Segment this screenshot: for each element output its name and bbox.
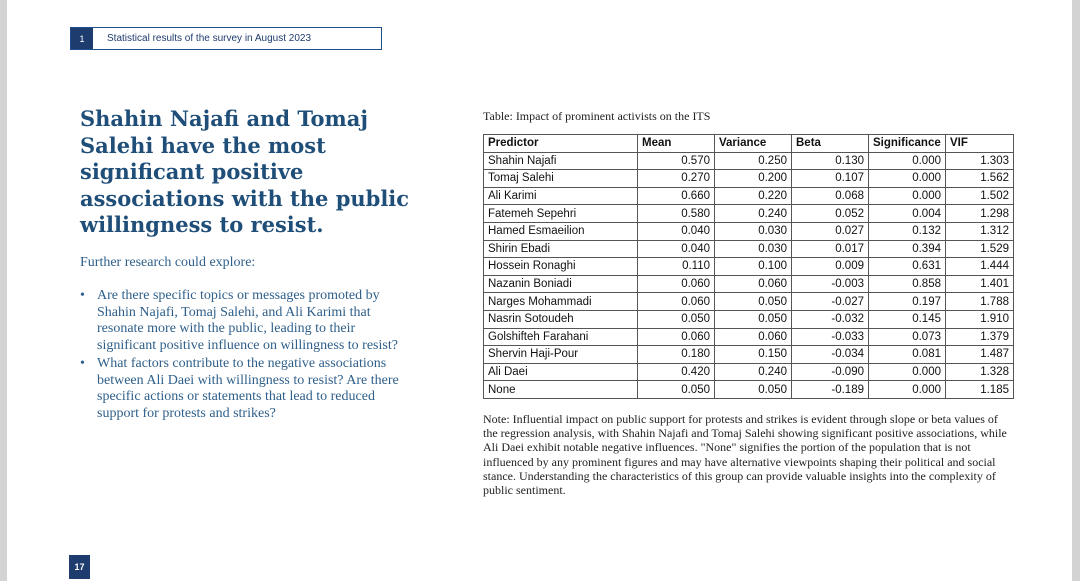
value-cell: 0.060: [715, 275, 792, 293]
value-cell: 1.910: [946, 310, 1014, 328]
predictor-cell: Shahin Najafi: [484, 152, 638, 170]
value-cell: 0.240: [715, 205, 792, 223]
table-row: [484, 222, 1014, 240]
value-cell: 0.130: [792, 152, 869, 170]
value-cell: 1.185: [946, 381, 1014, 399]
value-cell: 1.328: [946, 363, 1014, 381]
table-row: [484, 170, 1014, 188]
column-header: Variance: [715, 135, 792, 153]
list-item: • What factors contribute to the negative associations between Ali Daei with willingness to resist? Are there specific actions or statements that lead to reduced support for protests and strikes?: [80, 356, 405, 422]
value-cell: 0.068: [792, 187, 869, 205]
table-row: [484, 205, 1014, 223]
value-cell: 0.200: [715, 170, 792, 188]
value-cell: 0.145: [869, 310, 946, 328]
value-cell: 0.250: [715, 152, 792, 170]
table-note: Note: Influential impact on public support for protests and strikes is evident through slope or beta values of the regression analysis, with Shahin Najafi and Tomaj Salehi showing significant positive associations, while Ali Daei exhibit notable negative influences. "None" signifies the portion of the population that is not influenced by any prominent figures and may have alternative viewpoints shaping their political and social stance. Understanding the characteristics of this group can provide valuable insights into the complexity of public sentiment.: [483, 412, 1007, 498]
value-cell: 1.312: [946, 222, 1014, 240]
value-cell: 0.858: [869, 275, 946, 293]
value-cell: 1.487: [946, 346, 1014, 364]
column-header: Beta: [792, 135, 869, 153]
value-cell: 1.298: [946, 205, 1014, 223]
value-cell: 0.009: [792, 258, 869, 276]
predictor-cell: Tomaj Salehi: [484, 170, 638, 188]
predictor-cell: Narges Mohammadi: [484, 293, 638, 311]
predictor-cell: Nasrin Sotoudeh: [484, 310, 638, 328]
page-headline: Shahin Najafi and Tomaj Salehi have the most significant positive associations with the public willingness to resist.: [80, 106, 410, 237]
column-header: Predictor: [484, 135, 638, 153]
value-cell: 1.444: [946, 258, 1014, 276]
value-cell: 0.660: [638, 187, 715, 205]
table-row: [484, 187, 1014, 205]
predictor-cell: Ali Daei: [484, 363, 638, 381]
value-cell: 0.132: [869, 222, 946, 240]
value-cell: 0.107: [792, 170, 869, 188]
table-row: [484, 275, 1014, 293]
value-cell: 0.060: [638, 275, 715, 293]
column-header: Mean: [638, 135, 715, 153]
intro-text: Further research could explore:: [80, 255, 256, 270]
value-cell: 0.240: [715, 363, 792, 381]
table-body: [484, 152, 1014, 398]
predictor-cell: Hossein Ronaghi: [484, 258, 638, 276]
value-cell: 0.270: [638, 170, 715, 188]
value-cell: 0.394: [869, 240, 946, 258]
predictor-cell: Shirin Ebadi: [484, 240, 638, 258]
value-cell: 0.030: [715, 222, 792, 240]
value-cell: 0.050: [715, 310, 792, 328]
table-row: [484, 346, 1014, 364]
predictor-cell: Shervin Haji-Pour: [484, 346, 638, 364]
table-row: [484, 381, 1014, 399]
value-cell: 0.030: [715, 240, 792, 258]
value-cell: -0.033: [792, 328, 869, 346]
value-cell: 0.027: [792, 222, 869, 240]
research-questions-list: [80, 288, 405, 424]
value-cell: 0.040: [638, 222, 715, 240]
value-cell: -0.032: [792, 310, 869, 328]
value-cell: 0.060: [715, 328, 792, 346]
predictor-cell: Fatemeh Sepehri: [484, 205, 638, 223]
value-cell: 0.000: [869, 170, 946, 188]
value-cell: 0.100: [715, 258, 792, 276]
predictor-cell: Ali Karimi: [484, 187, 638, 205]
section-number-badge: 1: [71, 28, 93, 49]
value-cell: 1.788: [946, 293, 1014, 311]
value-cell: 0.197: [869, 293, 946, 311]
value-cell: -0.034: [792, 346, 869, 364]
predictor-cell: Golshifteh Farahani: [484, 328, 638, 346]
predictor-cell: Hamed Esmaeilion: [484, 222, 638, 240]
predictor-cell: None: [484, 381, 638, 399]
value-cell: 0.050: [638, 310, 715, 328]
table-row: [484, 310, 1014, 328]
value-cell: 0.000: [869, 187, 946, 205]
value-cell: 0.180: [638, 346, 715, 364]
value-cell: 0.000: [869, 152, 946, 170]
value-cell: 0.110: [638, 258, 715, 276]
document-page: [7, 0, 1072, 581]
value-cell: -0.189: [792, 381, 869, 399]
value-cell: 0.060: [638, 328, 715, 346]
column-header: Significance: [869, 135, 946, 153]
value-cell: 1.529: [946, 240, 1014, 258]
predictor-cell: Nazanin Boniadi: [484, 275, 638, 293]
value-cell: 0.420: [638, 363, 715, 381]
value-cell: 1.502: [946, 187, 1014, 205]
value-cell: 0.040: [638, 240, 715, 258]
page-number: 17: [69, 555, 90, 579]
value-cell: 0.150: [715, 346, 792, 364]
value-cell: 1.379: [946, 328, 1014, 346]
table-row: [484, 328, 1014, 346]
value-cell: 0.060: [638, 293, 715, 311]
value-cell: -0.003: [792, 275, 869, 293]
list-item: • Are there specific topics or messages promoted by Shahin Najafi, Tomaj Salehi, and Ali Karimi that resonate more with the public, leading to their significant positive influence on willingness to resist?: [80, 288, 405, 354]
value-cell: 0.004: [869, 205, 946, 223]
value-cell: 0.050: [715, 381, 792, 399]
value-cell: 0.000: [869, 381, 946, 399]
value-cell: 0.000: [869, 363, 946, 381]
section-title: Statistical results of the survey in August 2023: [107, 33, 311, 44]
value-cell: 0.631: [869, 258, 946, 276]
value-cell: 0.081: [869, 346, 946, 364]
value-cell: 0.073: [869, 328, 946, 346]
table-row: [484, 152, 1014, 170]
table-header-row: [484, 135, 1014, 153]
column-header: VIF: [946, 135, 1014, 153]
table-row: [484, 240, 1014, 258]
value-cell: 0.017: [792, 240, 869, 258]
results-table: [483, 134, 1014, 399]
table-row: [484, 258, 1014, 276]
table-row: [484, 293, 1014, 311]
value-cell: 1.303: [946, 152, 1014, 170]
value-cell: -0.027: [792, 293, 869, 311]
value-cell: 0.220: [715, 187, 792, 205]
value-cell: 0.052: [792, 205, 869, 223]
value-cell: -0.090: [792, 363, 869, 381]
table-row: [484, 363, 1014, 381]
value-cell: 1.401: [946, 275, 1014, 293]
table-caption: Table: Impact of prominent activists on the ITS: [483, 109, 711, 123]
value-cell: 0.050: [638, 381, 715, 399]
value-cell: 1.562: [946, 170, 1014, 188]
value-cell: 0.050: [715, 293, 792, 311]
value-cell: 0.580: [638, 205, 715, 223]
section-header: [70, 27, 382, 50]
value-cell: 0.570: [638, 152, 715, 170]
